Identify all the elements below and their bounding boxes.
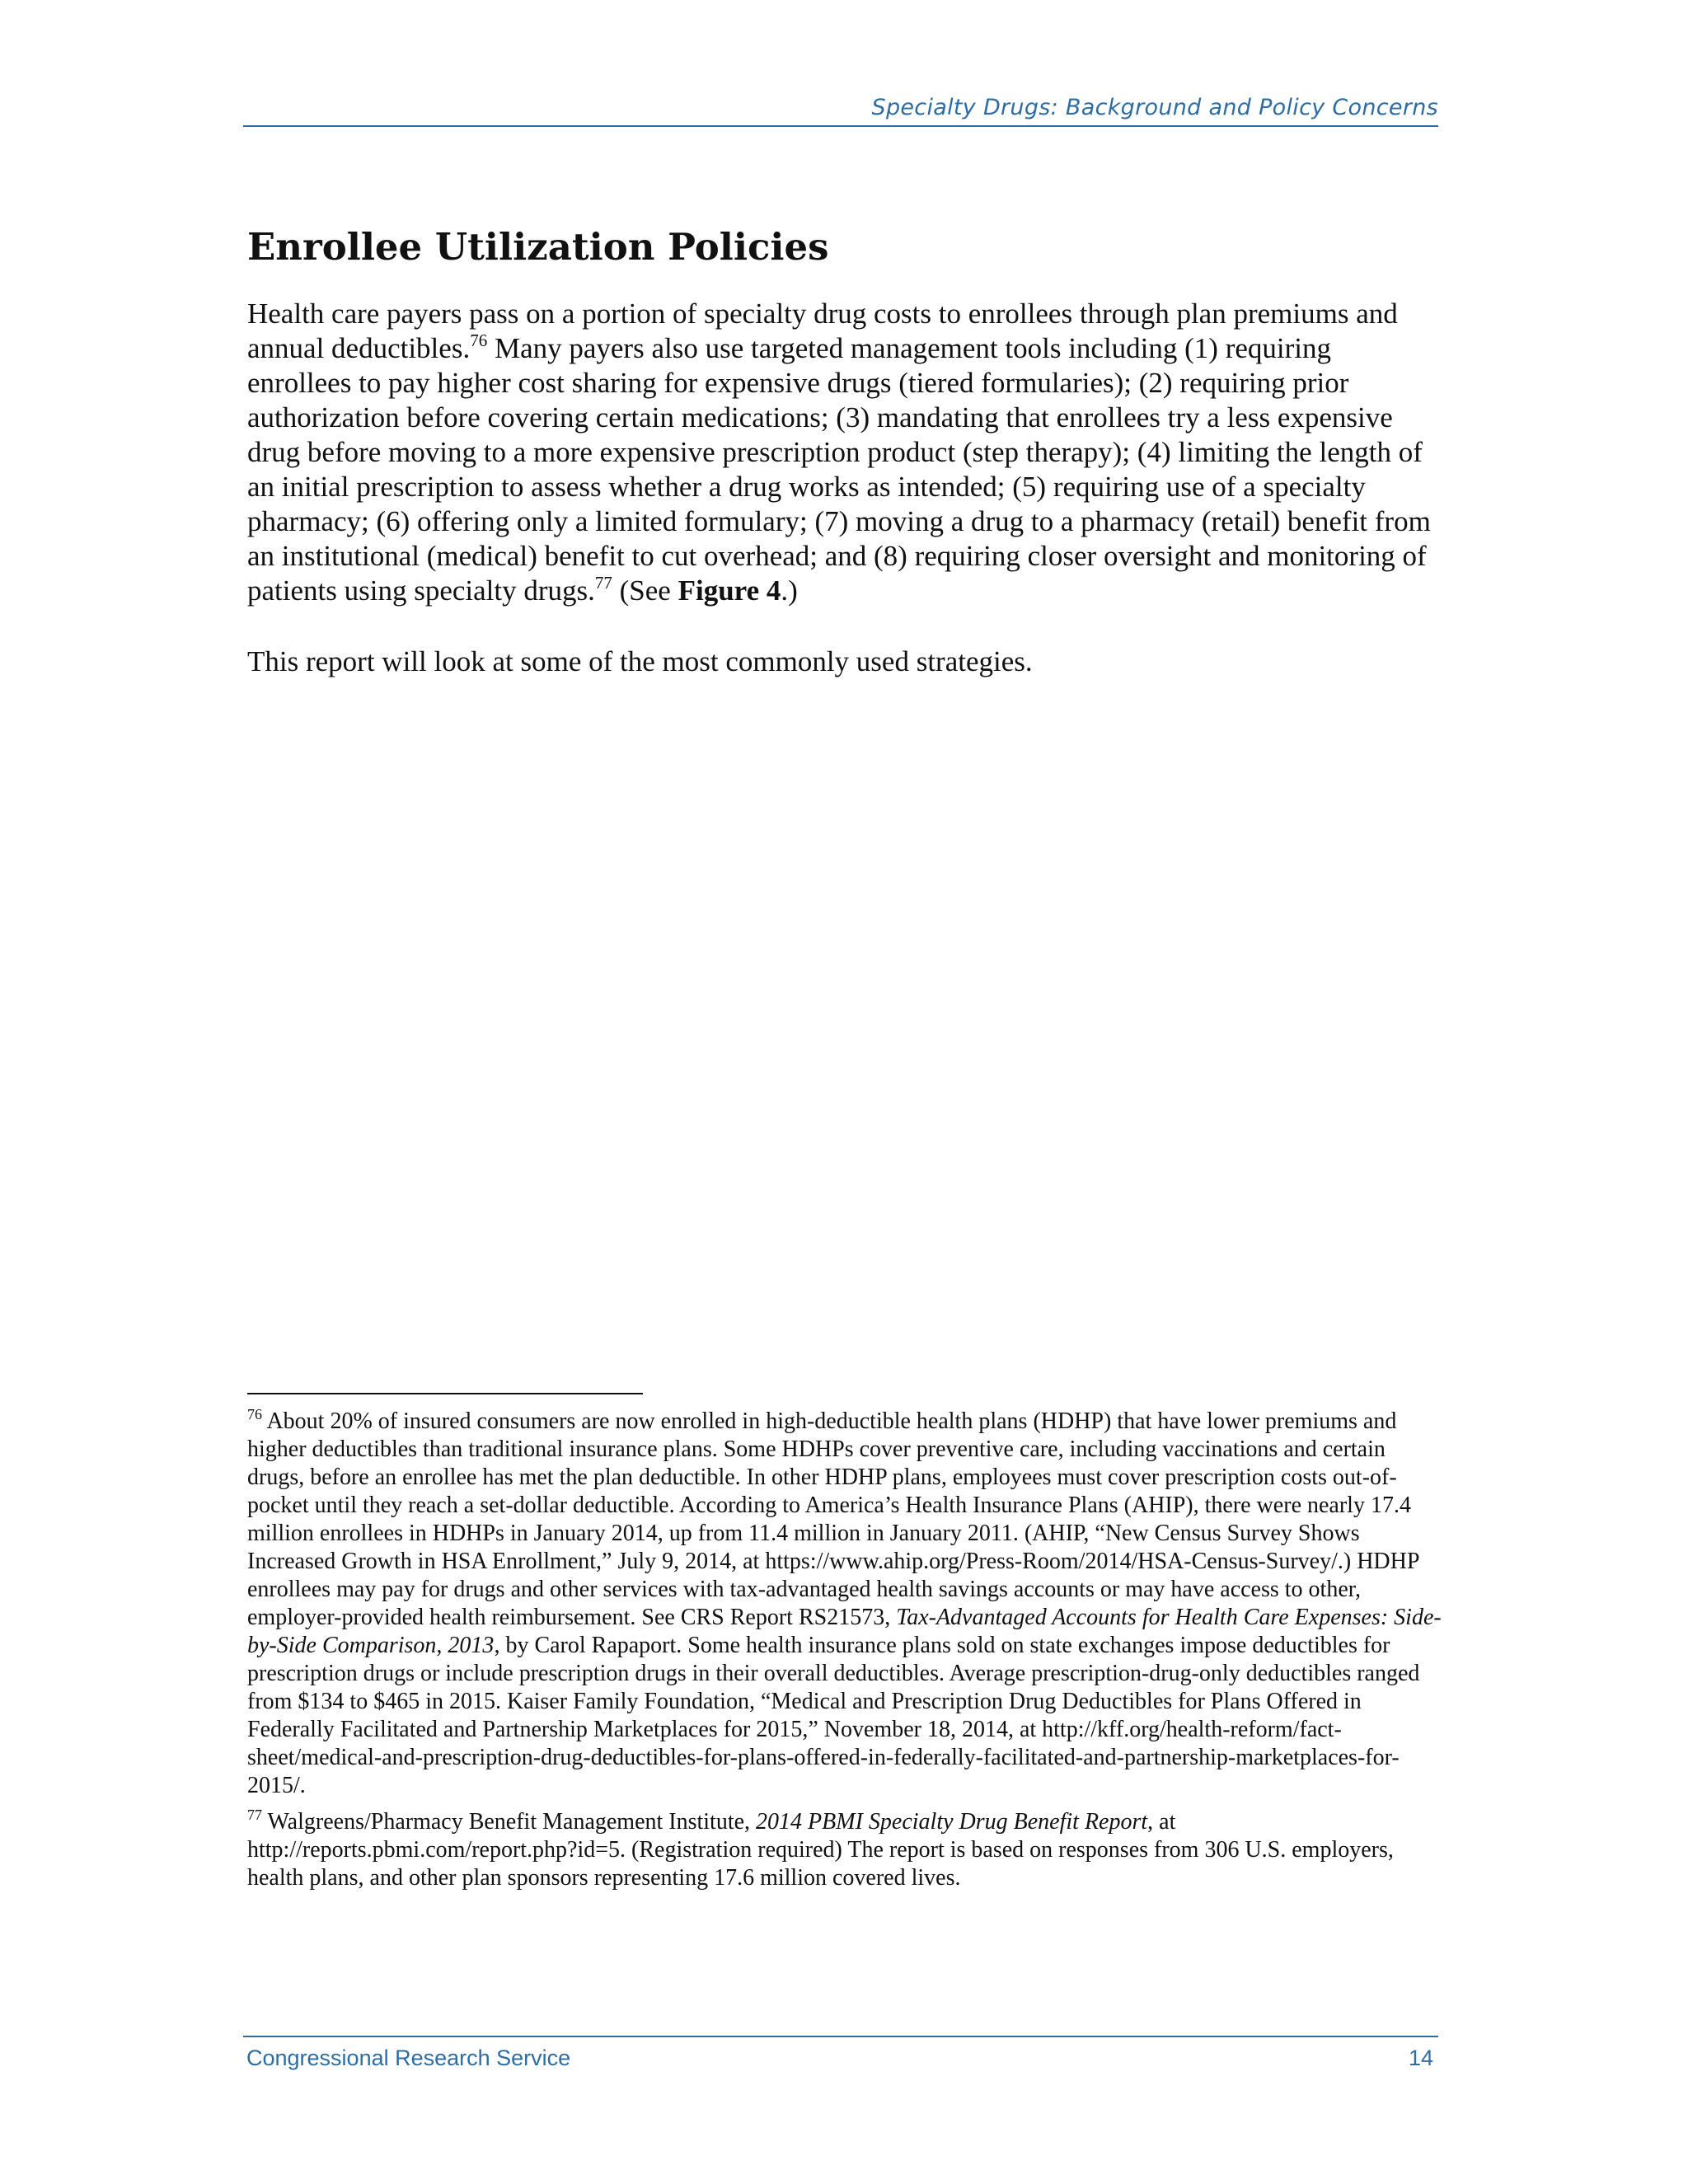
footnote-text: Walgreens/Pharmacy Benefit Management Institute, — [262, 1809, 757, 1835]
running-header — [243, 96, 1438, 127]
footnote-76 — [247, 1408, 1442, 1800]
figure-reference[interactable]: Figure 4 — [678, 574, 781, 607]
page-footer — [243, 2036, 1438, 2079]
footnote-text: , by Carol Rapaport. Some health insurance plans sold on state exchanges impose deductibles for prescription drugs or include prescription drugs in their overall deductibles. Average prescription-drug-only deductibles ranged from $134 to $465 in 2015. Kaiser Family Foundation, “Medical and Prescription Drug Deductibles for Plans Offered in Federally Facilitated and Partnership Marketplaces for 2015,” November 18, 2014, at http://kff.org/health-reform/fact-sheet/medical-and-prescription-drug-deductibles-for-plans-offered-in-federally-facilitated-and-partnership-marketplaces-for-2015/. — [247, 1633, 1420, 1798]
footnote-number: 76 — [247, 1406, 262, 1422]
footnote-text: About 20% of insured consumers are now enrolled in high-deductible health plans (HDHP) that have lower premiums and higher deductibles than traditional insurance plans. Some HDHPs cover preventive care, including vaccinations and certain drugs, before an enrollee has met the plan deductible. In other HDHP plans, employees must cover prescription costs out-of-pocket until they reach a set-dollar deductible. According to America’s Health Insurance Plans (AHIP), there were nearly 17.4 million enrollees in HDHPs in January 2014, up from 11.4 million in January 2011. (AHIP, “New Census Survey Shows Increased Growth in HSA Enrollment,” July 9, 2014, at https://www.ahip.org/Press-Room/2014/HSA-Census-Survey/.) HDHP enrollees may pay for drugs and other services with tax-advantaged health savings accounts or may have access to other, employer-provided health reimbursement. See CRS Report RS21573, — [247, 1408, 1419, 1630]
footnote-77 — [247, 1808, 1442, 1892]
paragraph-text: (See — [612, 574, 678, 607]
page-number: 14 — [1408, 2046, 1433, 2070]
paragraph-text: Many payers also use targeted management tools including (1) requiring enrollees to pay higher cost sharing for expensive drugs (tiered formularies); (2) requiring prior authorization before covering certain medications; (3) mandating that enrollees try a less expensive drug before moving to a more expensive prescription product (step therapy); (4) limiting the length of an initial prescription to assess whether a drug works as intended; (5) requiring use of a specialty pharmacy; (6) offering only a limited formulary; (7) moving a drug to a pharmacy (retail) benefit from an institutional (medical) benefit to cut overhead; and (8) requiring closer oversight and monitoring of patients using specialty drugs. — [247, 332, 1431, 607]
body-paragraph-2: This report will look at some of the most commonly used strategies. — [247, 645, 1033, 677]
section-heading: Enrollee Utilization Policies — [247, 225, 829, 269]
footnote-ref-76[interactable]: 76 — [470, 330, 488, 350]
cited-report-title: 2014 PBMI Specialty Drug Benefit Report — [756, 1809, 1148, 1835]
body-paragraph-1 — [247, 297, 1442, 608]
footnote-divider — [247, 1393, 643, 1394]
footnotes — [247, 1408, 1442, 1900]
footnote-text: , at http://reports.pbmi.com/report.php?id=5. (Registration required) The report is based on responses from 306 U.S. employers, health plans, and other plan sponsors representing 17.6 million covered lives. — [247, 1809, 1394, 1891]
paragraph-text: .) — [781, 574, 798, 607]
footer-organization: Congressional Research Service — [246, 2046, 571, 2070]
cited-report-title: Tax-Advantaged Accounts for Health Care Expenses: Side-by-Side Comparison, 2013 — [247, 1605, 1442, 1658]
footnote-ref-77[interactable]: 77 — [594, 573, 612, 593]
paragraph-text: Health care payers pass on a portion of specialty drug costs to enrollees through plan premiums and annual deductibles. — [247, 298, 1398, 364]
running-header-title: Specialty Drugs: Background and Policy Concerns — [871, 95, 1438, 120]
footnote-number: 77 — [247, 1807, 262, 1823]
